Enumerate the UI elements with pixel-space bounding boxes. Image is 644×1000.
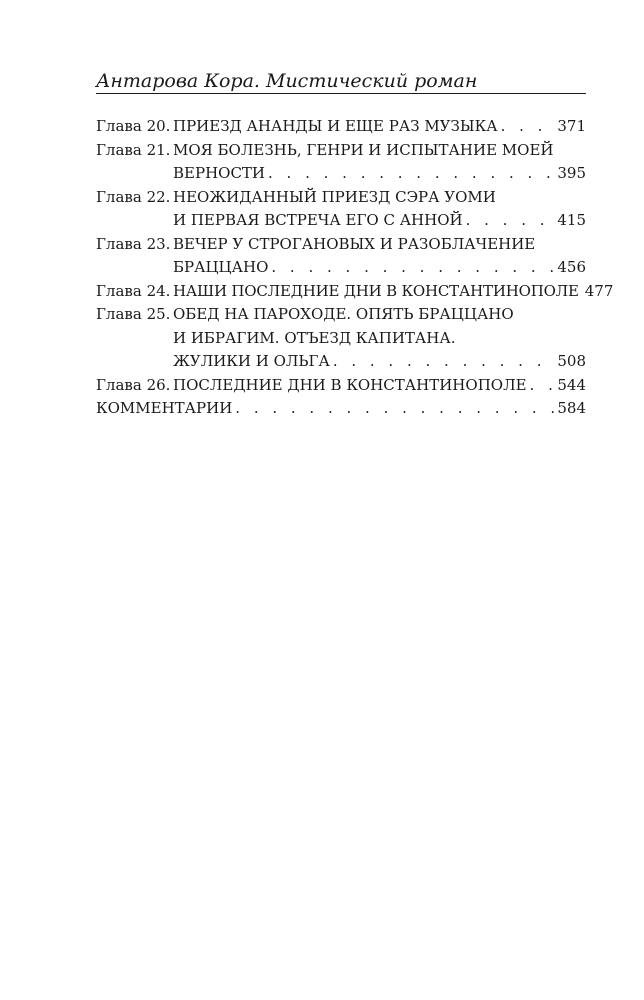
page-number: 415 [557,211,586,229]
title-text: И ПЕРВАЯ ВСТРЕЧА ЕГО С АННОЙ [173,211,463,229]
toc-entry-chapter-25 [96,303,586,374]
title-line [173,327,586,351]
chapter-word: Глава [96,234,142,253]
chapter-word: Глава [96,187,142,206]
dot-leader [235,397,554,421]
title-line [173,280,614,304]
title-line [96,397,586,421]
title-text: ПРИЕЗД АНАНДЫ И ЕЩЕ РАЗ МУЗЫКА [173,117,498,135]
title-text: БРАЦЦАНО [173,258,269,276]
page-number: 371 [557,117,586,135]
title-text: ОБЕД НА ПАРОХОДЕ. ОПЯТЬ БРАЦЦАНО [173,305,514,323]
title-line [173,233,586,257]
chapter-number: 24. [146,281,171,300]
commentary-label: КОММЕНТАРИИ [96,399,233,417]
chapter-label [96,139,173,163]
title-text: И ИБРАГИМ. ОТЪЕЗД КАПИТАНА. [173,328,456,347]
page-number: 544 [557,375,586,394]
chapter-title [173,303,586,374]
chapter-number: 23. [146,234,171,253]
dot-leader [466,209,555,233]
chapter-number: 21. [146,140,171,159]
title-line [173,303,586,327]
title-line [173,139,586,163]
dot-leader [333,350,555,374]
title-text: НАШИ ПОСЛЕДНИЕ ДНИ В КОНСТАНТИНОПОЛЕ [173,281,579,300]
chapter-title [173,280,614,304]
page-number: 584 [557,399,586,417]
title-line [173,374,586,398]
chapter-number: 22. [146,187,171,206]
dot-leader [501,115,555,139]
chapter-word: Глава [96,375,142,394]
title-line [173,350,586,374]
title-line [173,162,586,186]
chapter-label [96,374,173,398]
chapter-title [173,115,586,139]
chapter-word: Глава [96,305,142,323]
chapter-number: 26. [146,375,171,394]
running-header: Антарова Кора. Мистический роман [96,70,586,94]
title-line [173,209,586,233]
chapter-title [173,186,586,233]
page-number: 395 [557,164,586,182]
toc-entry-chapter-26 [96,374,586,398]
chapter-word: Глава [96,281,142,300]
page-number: 456 [557,258,586,276]
chapter-label [96,233,173,257]
toc-entry-chapter-22 [96,186,586,233]
chapter-number: 20. [146,117,171,135]
toc-entry-chapter-23 [96,233,586,280]
chapter-label [96,115,173,139]
title-text: ВЕРНОСТИ [173,164,266,182]
dot-leader [530,374,555,398]
title-text: ВЕЧЕР У СТРОГАНОВЫХ И РАЗОБЛАЧЕНИЕ [173,234,536,253]
dot-leader [271,256,554,280]
commentary-title [96,397,586,421]
table-of-contents [96,115,614,421]
toc-entry-chapter-21 [96,139,586,186]
title-line [173,115,586,139]
toc-entry-commentary [96,397,586,421]
chapter-label [96,303,173,327]
toc-entry-chapter-20 [96,115,586,139]
chapter-label [96,280,173,304]
chapter-word: Глава [96,140,142,159]
title-line [173,186,586,210]
title-text: НЕОЖИДАННЫЙ ПРИЕЗД СЭРА УОМИ [173,187,496,206]
chapter-title [173,374,586,398]
chapter-number: 25. [146,305,171,323]
title-text: ПОСЛЕДНИЕ ДНИ В КОНСТАНТИНОПОЛЕ [173,375,527,394]
title-line [173,256,586,280]
chapter-title [173,139,586,186]
chapter-label [96,186,173,210]
chapter-word: Глава [96,117,142,135]
title-text: ЖУЛИКИ И ОЛЬГА [173,352,330,370]
page-number: 477 [584,281,614,300]
toc-entry-chapter-24 [96,280,614,304]
page-number: 508 [557,352,586,370]
dot-leader [268,162,554,186]
chapter-title [173,233,586,280]
title-text: МОЯ БОЛЕЗНЬ, ГЕНРИ И ИСПЫТАНИЕ МОЕЙ [173,140,554,159]
